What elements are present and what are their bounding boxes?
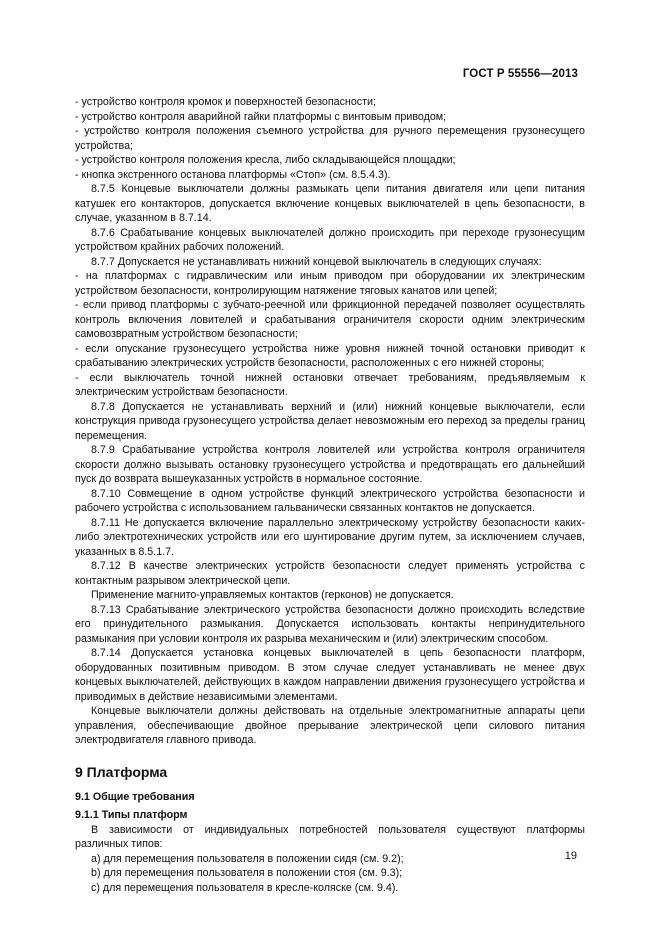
list-item: - устройство контроля кромок и поверхностей безопасности; <box>75 96 376 108</box>
paragraph-8-7-6: 8.7.6 Срабатывание концевых выключателей должно происходить при переходе грузонесущим устройством крайних рабочих положений. <box>75 226 585 253</box>
list-item: - если привод платформы с зубчато-реечной или фрикционной передачей позволяет осуществлять контроль включения ловителей и срабатывания ограничителя скорости одним электрическим самовозвратным устройством безопасности; <box>75 299 585 340</box>
list-item: - на платформах с гидравлическим или иным приводом при оборудовании их электрическим устройством безопасности, контролирующим натяжение тяговых канатов или цепей; <box>75 270 585 297</box>
subsubsection-title: 9.1.1 Типы платформ <box>75 809 188 821</box>
subsection-title: 9.1 Общие требования <box>75 790 195 803</box>
list-item: - кнопка экстренного останова платформы «Стоп» (см. 8.5.4.3). <box>75 168 391 181</box>
section-intro: В зависимости от индивидуальных потребностей пользователя существуют платформы различных типов: <box>75 823 585 850</box>
list-item: - если опускание грузонесущего устройства ниже уровня нижней точной остановки приводит к срабатыванию электрических устройств безопасности, расположенных с его нижней стороны; <box>75 342 585 369</box>
list-item: - устройство контроля аварийной гайки платформы с винтовым приводом; <box>75 110 447 123</box>
paragraph-8-7-10: 8.7.10 Совмещение в одном устройстве функций электрического устройства безопасности и рабочего устройства с использованием гальванически связанных контактов не допускается. <box>75 487 585 514</box>
document-header: ГОСТ Р 55556—2013 <box>462 68 578 80</box>
list-item: - устройство контроля положения съемного устройства для ручного перемещения грузонесущего устройства; <box>75 125 585 152</box>
paragraph-limit-switches: Концевые выключатели должны действовать на отдельные электромагнитные аппараты цепи управления, обеспечивающие двойное прерывание электрической цепи силового питания электродвигателя главного привода. <box>75 705 585 746</box>
paragraph-8-7-11: 8.7.11 Не допускается включение параллельно электрическому устройству безопасности каких-либо электротехнических устройств или его шунтирование другим путем, за исключением случаев, указанных в 8.5.1.7. <box>75 516 585 558</box>
paragraph-8-7-13: 8.7.13 Срабатывание электрического устройства безопасности должно происходить вследствие его принудительного размыкания. Допускается использовать контакты непринудительного размыкания при условии контроля их разрыва механическим и (или) электрическим способом. <box>75 603 585 645</box>
section-title: 9 Платформа <box>75 763 168 780</box>
list-item: - устройство контроля положения кресла, либо складывающейся площадки; <box>75 154 456 166</box>
paragraph-note: Применение магнито-управляемых контактов (герконов) не допускается. <box>91 589 454 601</box>
list-item: - если выключатель точной нижней остановки отвечает требованиям, предъявляемым к электрическим устройствам безопасности. <box>75 371 585 398</box>
paragraph-8-7-14: 8.7.14 Допускается установка концевых выключателей в цепь безопасности платформ, оборудованных позитивным приводом. В этом случае следует устанавливать не менее двух концевых выключателей, действующих в каждом направлении движения грузонесущего устройства и приводимых в действие независимыми элементами. <box>75 647 585 703</box>
paragraph-8-7-5: 8.7.5 Концевые выключатели должны размыкать цепи питания двигателя или цепи питания катушек его контакторов, допускается включение концевых выключателей в цепь безопасности, в случае, указанном в 8.7.14. <box>75 183 585 224</box>
page-number: 19 <box>564 850 577 862</box>
list-item: a) для перемещения пользователя в положении сидя (см. 9.2); <box>91 852 404 865</box>
list-item: b) для перемещения пользователя в положении стоя (см. 9.3); <box>91 867 403 879</box>
paragraph-8-7-7: 8.7.7 Допускается не устанавливать нижний концевой выключатель в следующих случаях: <box>91 255 542 268</box>
paragraph-8-7-9: 8.7.9 Срабатывание устройства контроля ловителей или устройства контроля ограничителя скорости должно вызывать остановку грузонесущего устройства и предотвращать его дальнейший пуск до возврата вышеуказанных устройств в нормальное состояние. <box>75 444 585 485</box>
paragraph-8-7-8: 8.7.8 Допускается не устанавливать верхний и (или) нижний концевые выключатели, если конструкция привода грузонесущего устройства делает невозможным его переход за пределы границ перемещения. <box>75 400 585 442</box>
list-item: c) для перемещения пользователя в кресле-коляске (см. 9.4). <box>91 881 399 894</box>
document-body <box>75 95 585 895</box>
paragraph-8-7-12: 8.7.12 В качестве электрических устройств безопасности следует применять устройства с контактным разрывом электрической цепи. <box>75 560 585 587</box>
